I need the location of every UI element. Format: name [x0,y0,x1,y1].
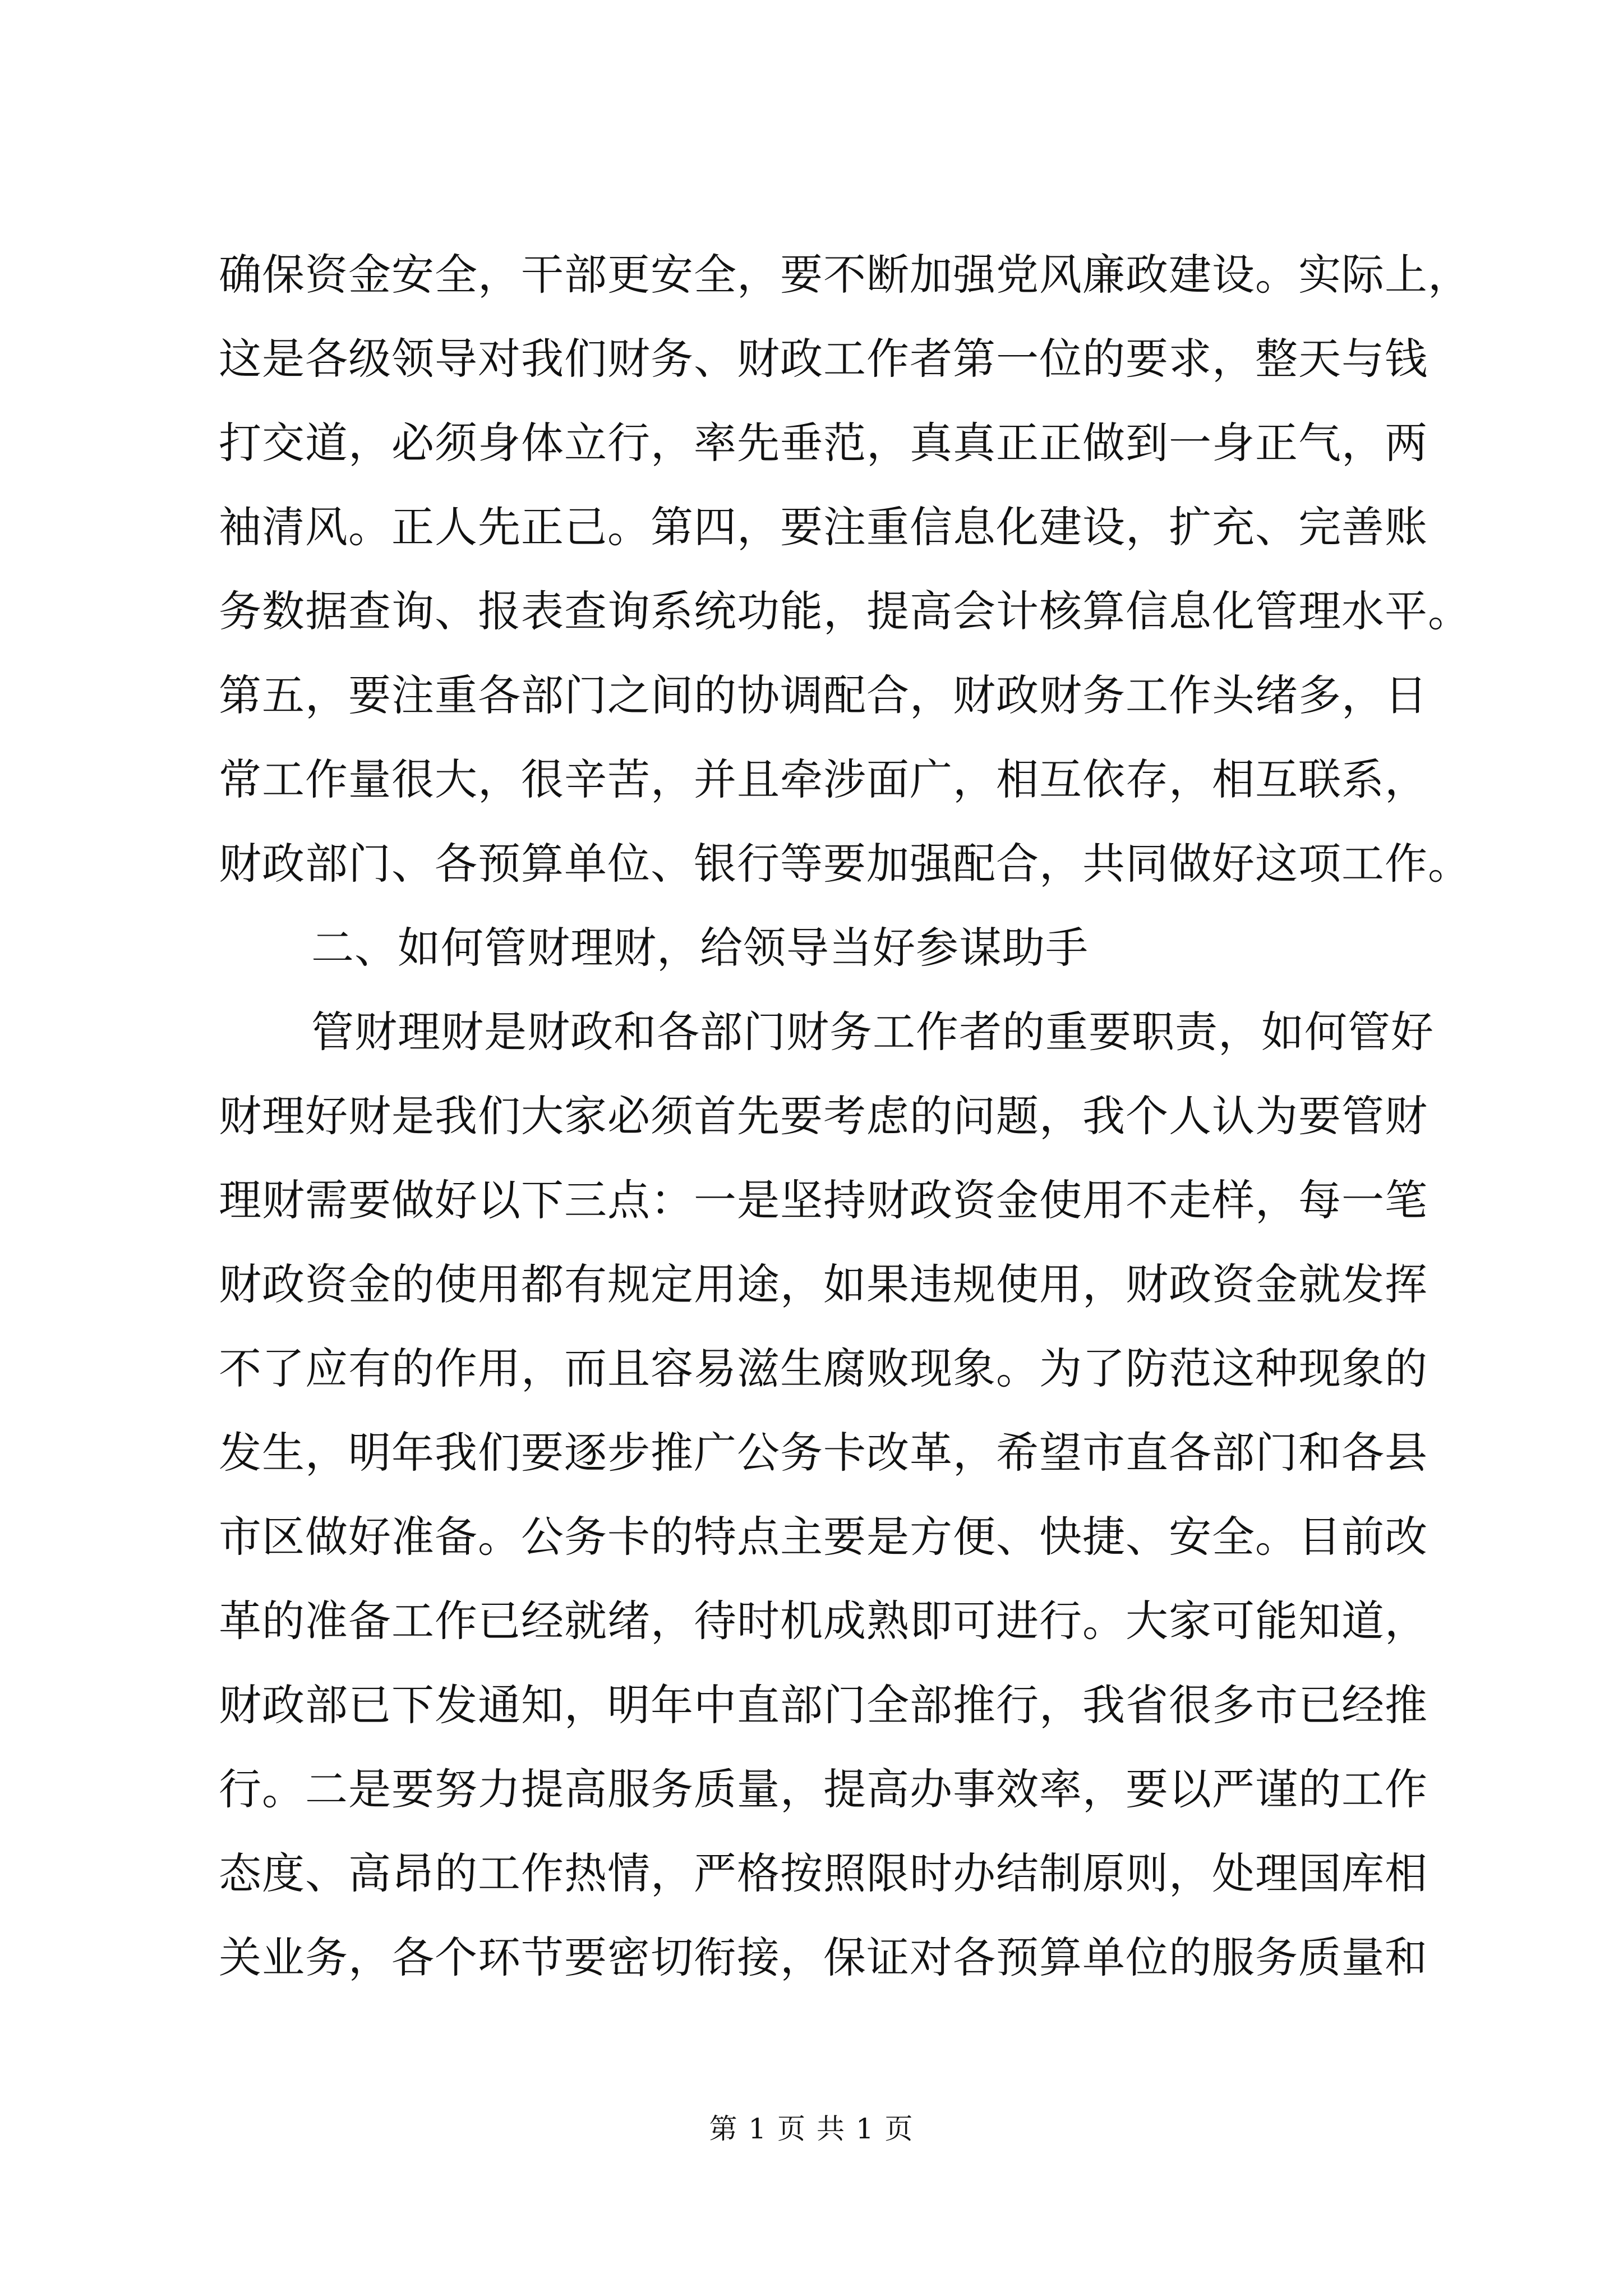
text-line: 确保资金安全，干部更安全，要不断加强党风廉政建设。实际上， [219,250,1471,300]
text-line: 这是各级领导对我们财务、财政工作者第一位的要求，整天与钱 [219,334,1428,384]
text-line: 袖清风。正人先正己。第四，要注重信息化建设，扩充、完善账 [219,502,1428,552]
text-line: 态度、高昂的工作热情，严格按照限时办结制原则，处理国库相 [219,1848,1428,1898]
text-line: 管财理财是财政和各部门财务工作者的重要职责，如何管好 [311,1007,1434,1057]
body-text [219,233,1471,2000]
text-line: 发生，明年我们要逐步推广公务卡改革，希望市直各部门和各县 [219,1428,1428,1478]
text-line: 财政部门、各预算单位、银行等要加强配合，共同做好这项工作。 [219,839,1471,889]
text-line: 行。二是要努力提高服务质量，提高办事效率，要以严谨的工作 [219,1764,1428,1814]
text-line: 理财需要做好以下三点：一是坚持财政资金使用不走样，每一笔 [219,1175,1428,1225]
page-number-footer: 第 1 页 共 1 页 [709,2113,914,2145]
text-line: 常工作量很大，很辛苦，并且牵涉面广，相互依存，相互联系， [219,754,1428,804]
text-line: 革的准备工作已经就绪，待时机成熟即可进行。大家可能知道， [219,1596,1428,1646]
text-line: 打交道，必须身体立行，率先垂范，真真正正做到一身正气，两 [219,418,1428,468]
text-line: 财理好财是我们大家必须首先要考虑的问题，我个人认为要管财 [219,1091,1428,1141]
text-line: 第五，要注重各部门之间的协调配合，财政财务工作头绪多，日 [219,670,1428,720]
text-line: 不了应有的作用，而且容易滋生腐败现象。为了防范这种现象的 [219,1343,1428,1393]
text-line: 关业务，各个环节要密切衔接，保证对各预算单位的服务质量和 [219,1932,1428,1982]
section-heading: 二、如何管财理财，给领导当好参谋助手 [311,923,1089,973]
text-line: 财政部已下发通知，明年中直部门全部推行，我省很多市已经推 [219,1680,1428,1730]
text-line: 财政资金的使用都有规定用途，如果违规使用，财政资金就发挥 [219,1259,1428,1309]
text-line: 市区做好准备。公务卡的特点主要是方便、快捷、安全。目前改 [219,1512,1428,1562]
text-line: 务数据查询、报表查询系统功能，提高会计核算信息化管理水平。 [219,586,1471,636]
